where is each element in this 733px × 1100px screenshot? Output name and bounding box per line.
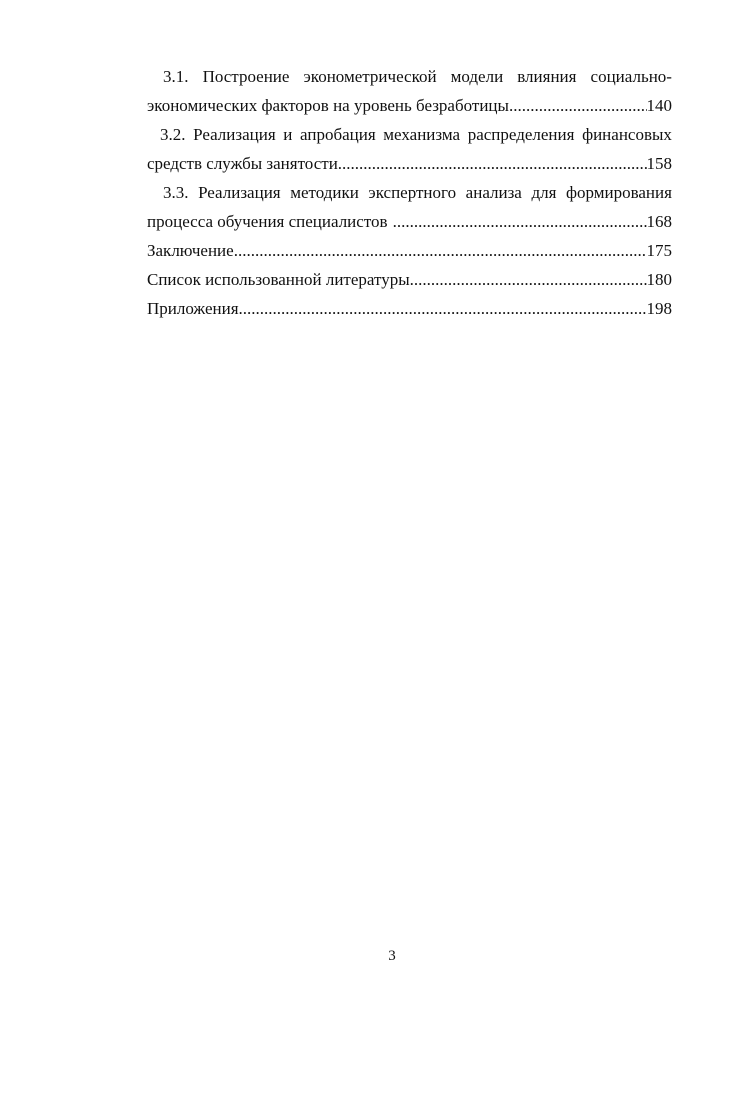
- toc-entry-3-3: [147, 178, 672, 236]
- toc-word: распределения: [467, 125, 575, 144]
- toc-word: влияния: [517, 67, 577, 86]
- toc-entry-title-line: [163, 178, 672, 207]
- toc-word: 3.3.: [163, 183, 189, 202]
- toc-entry-title-line: экономических факторов на уровень безработицы: [147, 96, 509, 115]
- toc-entry-3-1: [147, 62, 672, 120]
- dot-leader: [239, 294, 647, 323]
- dot-leader: [509, 91, 647, 120]
- toc-entry-title: Список использованной литературы: [147, 270, 410, 289]
- toc-word: и: [283, 125, 293, 144]
- toc-word: социально-: [590, 67, 672, 86]
- toc-word: методики: [290, 183, 359, 202]
- toc-word: Реализация: [193, 125, 276, 144]
- toc-entry-title-line: [163, 62, 672, 91]
- toc-entry-last-line: [147, 91, 672, 120]
- toc-entry-appendices: [147, 294, 672, 323]
- toc-entry-title-line: средств службы занятости: [147, 154, 338, 173]
- toc-word: эконометрической: [303, 67, 437, 86]
- toc-word: для: [531, 183, 557, 202]
- toc-page-number: 198: [646, 299, 672, 318]
- toc-entry-references: [147, 265, 672, 294]
- toc-word: экспертного: [368, 183, 457, 202]
- toc-page-number: 175: [646, 241, 672, 260]
- toc-word: анализа: [465, 183, 522, 202]
- dot-leader: [410, 265, 647, 294]
- table-of-contents: [147, 62, 672, 323]
- toc-word: модели: [450, 67, 504, 86]
- dot-leader: [338, 149, 647, 178]
- toc-entry-title-line: [160, 120, 672, 149]
- toc-entry-last-line: [147, 149, 672, 178]
- page-number: 3: [388, 948, 396, 964]
- toc-word: финансовых: [582, 125, 672, 144]
- toc-entry-last-line: [147, 207, 672, 236]
- toc-word: Реализация: [198, 183, 281, 202]
- toc-word: формирования: [565, 183, 672, 202]
- toc-entry-conclusion: [147, 236, 672, 265]
- dot-leader: [234, 236, 647, 265]
- dot-leader: [393, 207, 647, 236]
- toc-entry-3-2: [147, 120, 672, 178]
- toc-page-number: 140: [646, 96, 672, 115]
- toc-entry-title: Заключение: [147, 241, 234, 260]
- toc-word: механизма: [383, 125, 461, 144]
- toc-word: Построение: [202, 67, 290, 86]
- toc-entry-title-line: процесса обучения специалистов: [147, 212, 388, 231]
- toc-word: 3.1.: [163, 67, 189, 86]
- toc-word: 3.2.: [160, 125, 186, 144]
- toc-page-number: 168: [646, 212, 672, 231]
- toc-page-number: 180: [646, 270, 672, 289]
- toc-page-number: 158: [646, 154, 672, 173]
- toc-word: апробация: [300, 125, 376, 144]
- toc-entry-title: Приложения: [147, 299, 239, 318]
